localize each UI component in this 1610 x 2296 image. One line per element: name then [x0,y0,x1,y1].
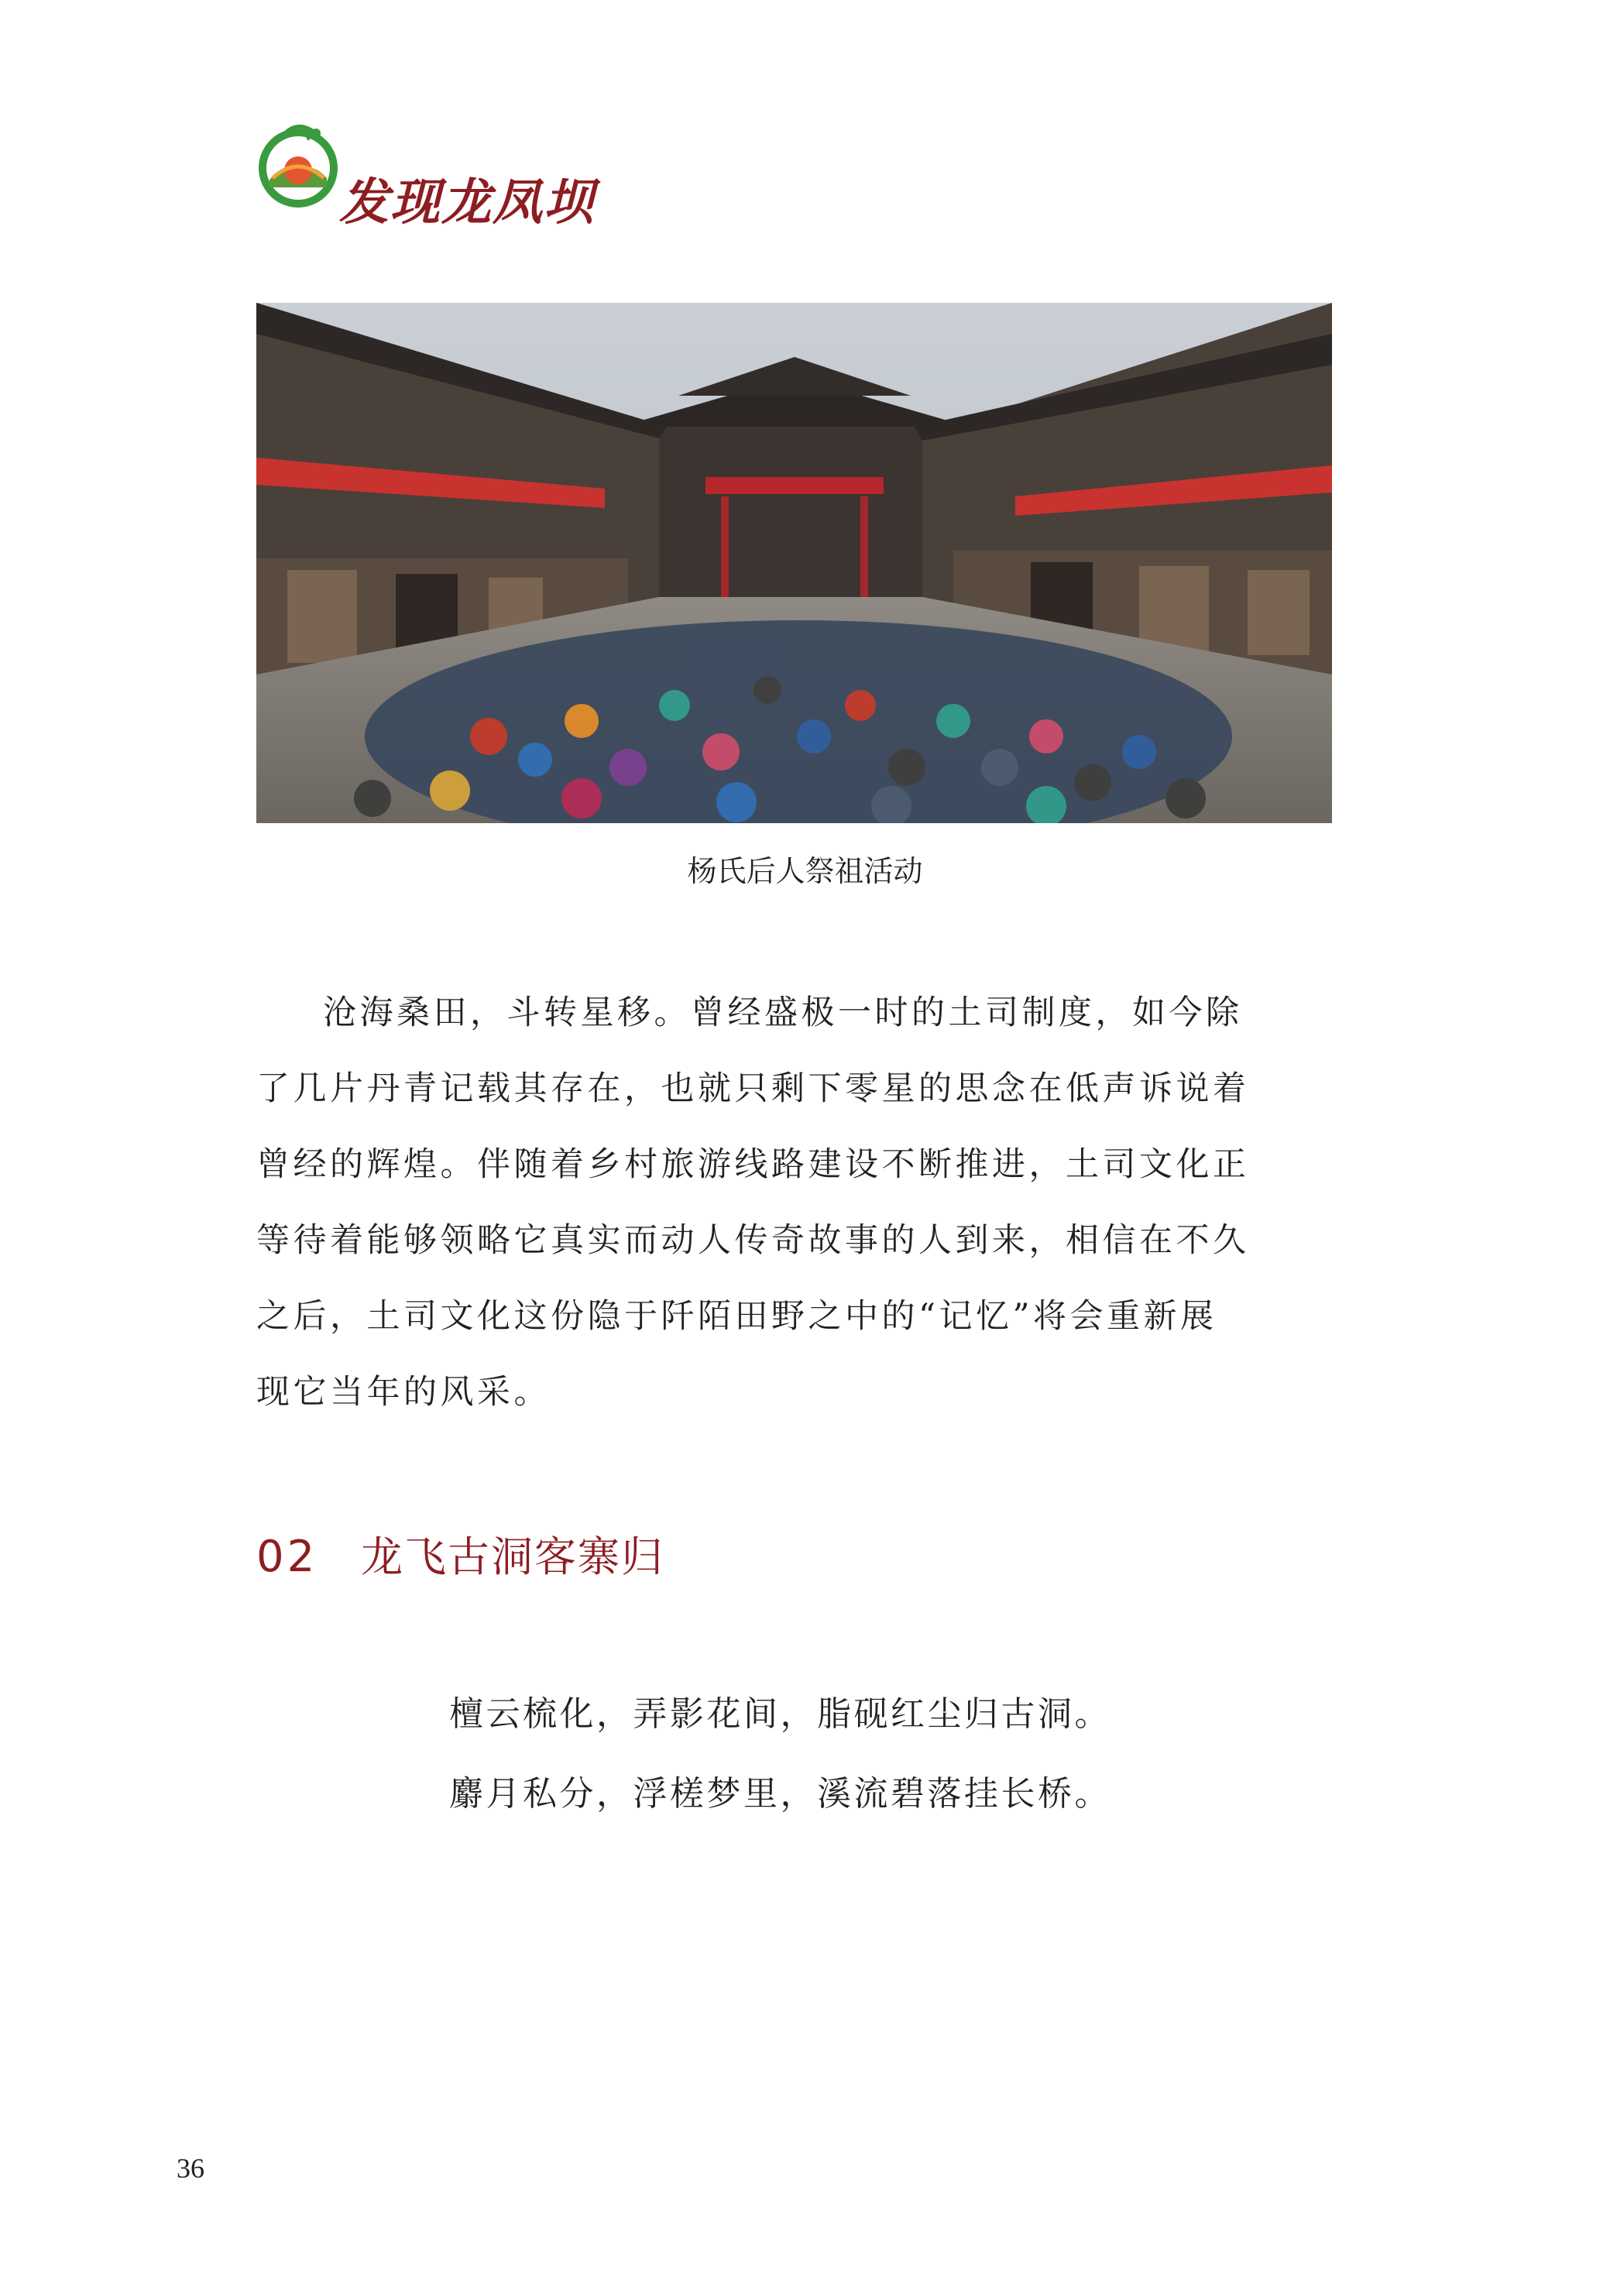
section-number: 02 [256,1532,318,1582]
body-paragraph [256,990,1333,1445]
logo-text: 发现龙凤坝 [339,173,595,232]
paragraph-line: 曾经的辉煌。伴随着乡村旅游线路建设不断推进，土司文化正 [256,1145,1250,1184]
paragraph-line: 沧海桑田，斗转星移。曾经盛极一时的土司制度，如今除 [323,994,1243,1032]
section-title: 龙飞古洞客寨归 [361,1532,664,1581]
paragraph-line: 等待着能够领略它真实而动人传奇故事的人到来，相信在不久 [256,1221,1250,1260]
poem-line: 檀云梳化，弄影花间，脂砚红尘归古洞。 [449,1694,1111,1734]
page-number: 36 [177,2153,204,2184]
poem-couplet [449,1690,1111,1850]
poem-line: 麝月私分，浮槎梦里，溪流碧落挂长桥。 [449,1774,1111,1814]
paragraph-line: 了几片丹青记载其存在，也就只剩下零星的思念在低声诉说着 [256,1069,1250,1108]
header-logo [256,124,604,240]
ancestral-ceremony-photo [256,303,1332,823]
paragraph-line: 之后，土司文化这份隐于阡陌田野之中的“记忆”将会重新展 [256,1297,1217,1336]
dragon-emblem-icon [256,124,341,209]
photo-caption: 杨氏后人祭祖活动 [687,854,923,888]
paragraph-line: 现它当年的风采。 [256,1373,551,1412]
